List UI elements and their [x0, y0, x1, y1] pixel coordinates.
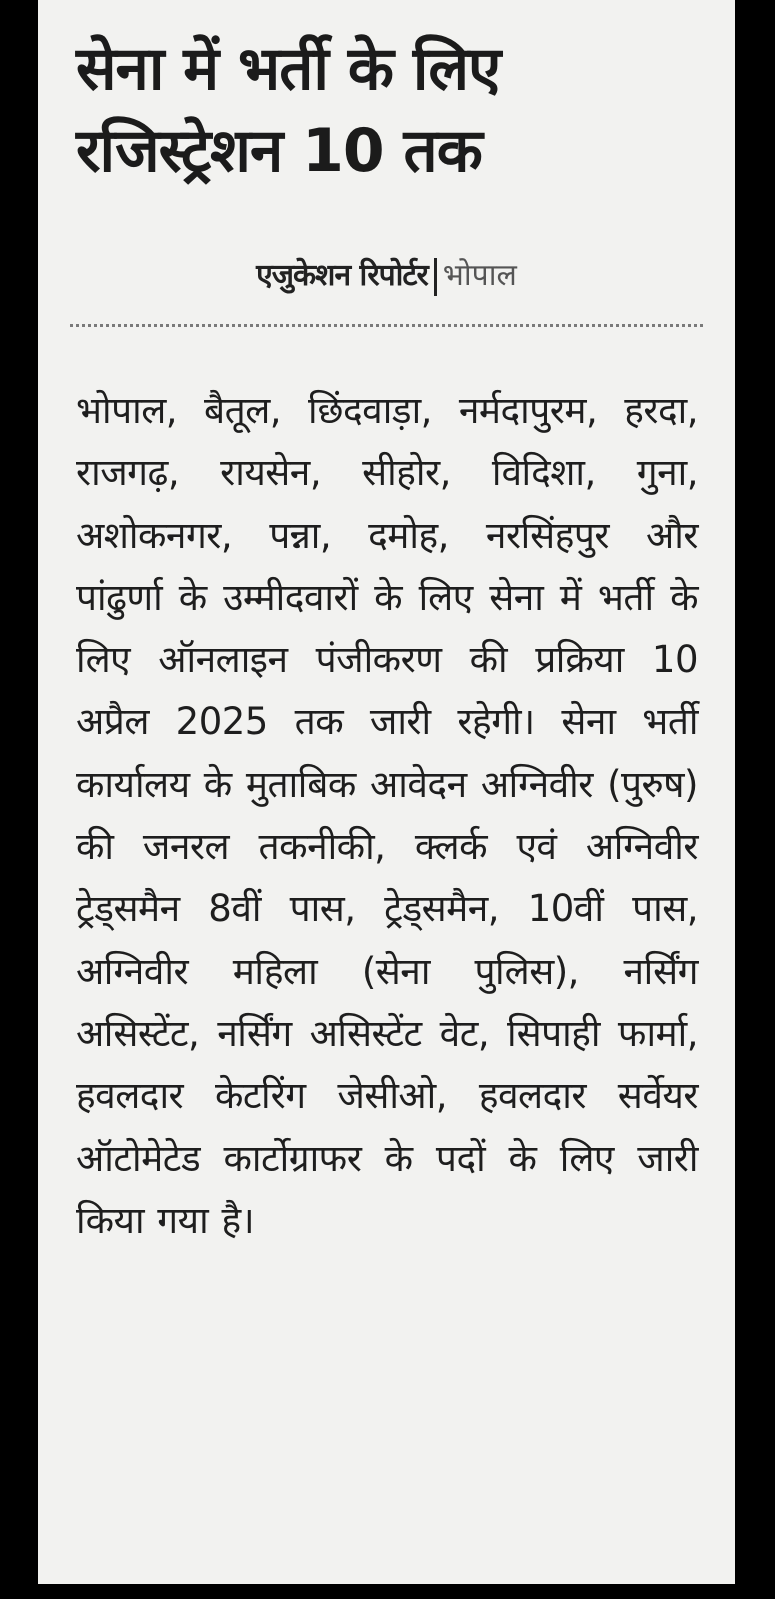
byline-place: भोपाल: [442, 258, 517, 293]
byline-separator: [434, 258, 437, 296]
byline-desk: एजुकेशन रिपोर्टर: [256, 258, 428, 293]
dotted-divider: [70, 324, 703, 327]
newspaper-clipping: [38, 0, 735, 1584]
byline: [38, 254, 735, 298]
article-body: भोपाल, बैतूल, छिंदवाड़ा, नर्मदापुरम, हरदा, राजगढ़, रायसेन, सीहोर, विदिशा, गुना, अशोकनगर, पन्ना, दमोह, नरसिंहपुर और पांढुर्णा के उम्मीदवारों के लिए सेना में भर्ती के लिए ऑनलाइन पंजीकरण की प्रक्रिया 10 अप्रैल 2025 तक जारी रहेगी। सेना भर्ती कार्यालय के मुताबिक आवेदन अग्निवीर (पुरुष) की जनरल तकनीकी, क्लर्क एवं अग्निवीर ट्रेड्समैन 8वीं पास, ट्रेड्समैन, 10वीं पास, अग्निवीर महिला (सेना पुलिस), नर्सिंग असिस्टेंट, नर्सिंग असिस्टेंट वेट, सिपाही फार्मा, हवलदार केटरिंग जेसीओ, हवलदार सर्वेयर ऑटोमेटेड कार्टोग्राफर के पदों के लिए जारी किया गया है।: [76, 389, 698, 1242]
headline: सेना में भर्ती के लिए रजिस्ट्रेशन 10 तक: [76, 34, 501, 186]
